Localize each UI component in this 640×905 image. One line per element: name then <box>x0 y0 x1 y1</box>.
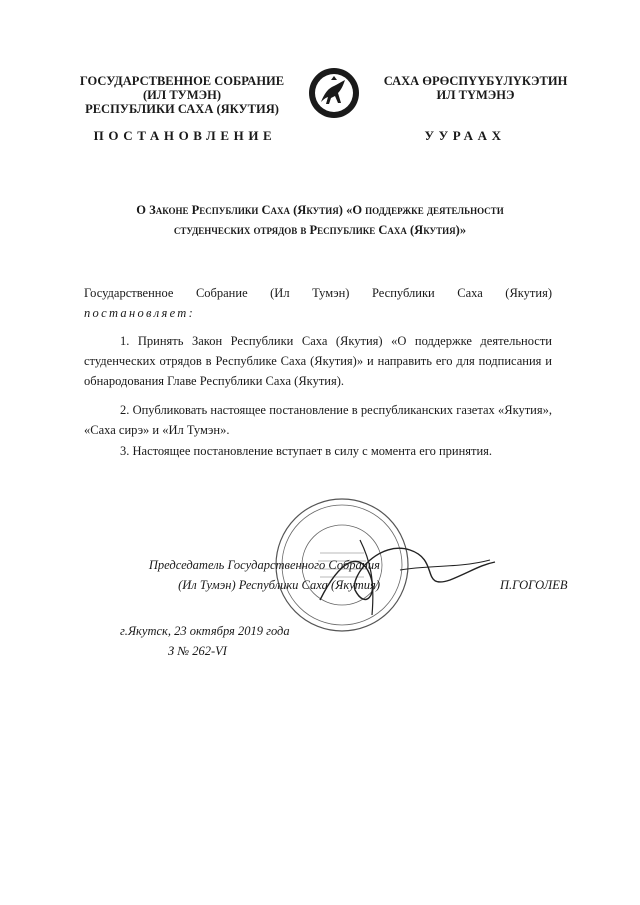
doc-type-left: ПОСТАНОВЛЕНИЕ <box>93 128 277 143</box>
header-left-line3: РЕСПУБЛИКИ САХА (ЯКУТИЯ) <box>85 102 279 116</box>
title-line1: О Законе Республики Саха (Якутия) «О поддержке деятельности <box>136 203 504 217</box>
title-line2: студенческих отрядов в Республике Саха (Якутия)» <box>173 223 467 237</box>
header-right-line1: САХА ӨРӨСПҮҮБҮЛҮКЭТИН <box>383 74 568 88</box>
header-left-line1: ГОСУДАРСТВЕННОЕ СОБРАНИЕ <box>79 74 285 88</box>
header-left <box>52 74 312 116</box>
decree-item-3: 3. Настоящее постановление вступает в силу с момента его принятия. <box>120 444 493 458</box>
place-date: г.Якутск, 23 октября 2019 года <box>120 624 290 638</box>
preamble: Государственное Собрание (Ил Тумэн) Республики Саха (Якутия) <box>84 286 552 300</box>
header-right <box>368 74 583 102</box>
doc-type-right: УУРААХ <box>424 128 506 143</box>
signatory-role-line1: Председатель Государственного Собрания <box>148 558 380 572</box>
document-number: З № 262-VI <box>168 644 227 658</box>
signatory-role <box>120 555 380 595</box>
header-right-line2: ИЛ ТҮМЭНЭ <box>436 88 515 102</box>
header-left-line2: (ИЛ ТУМЭН) <box>143 88 221 102</box>
signatory-name: П.ГОГОЛЕВ <box>500 578 568 592</box>
signatory-role-line2: (Ил Тумэн) Республики Саха (Якутия) <box>178 578 380 592</box>
coat-of-arms-emblem-icon <box>307 66 361 120</box>
decree-item-2: 2. Опубликовать настоящее постановление в республиканских газетах «Якутия», «Саха сирэ» и «Ил Тумэн». <box>84 403 552 437</box>
document-title <box>90 200 550 240</box>
decrees-word: постановляет: <box>84 306 196 320</box>
decree-item-1: 1. Принять Закон Республики Саха (Якутия) «О поддержке деятельности студенческих отрядов в Республике Саха (Якутия)» и направить его для подписания и обнародования Главе Республики Саха (Якутия). <box>84 334 552 388</box>
